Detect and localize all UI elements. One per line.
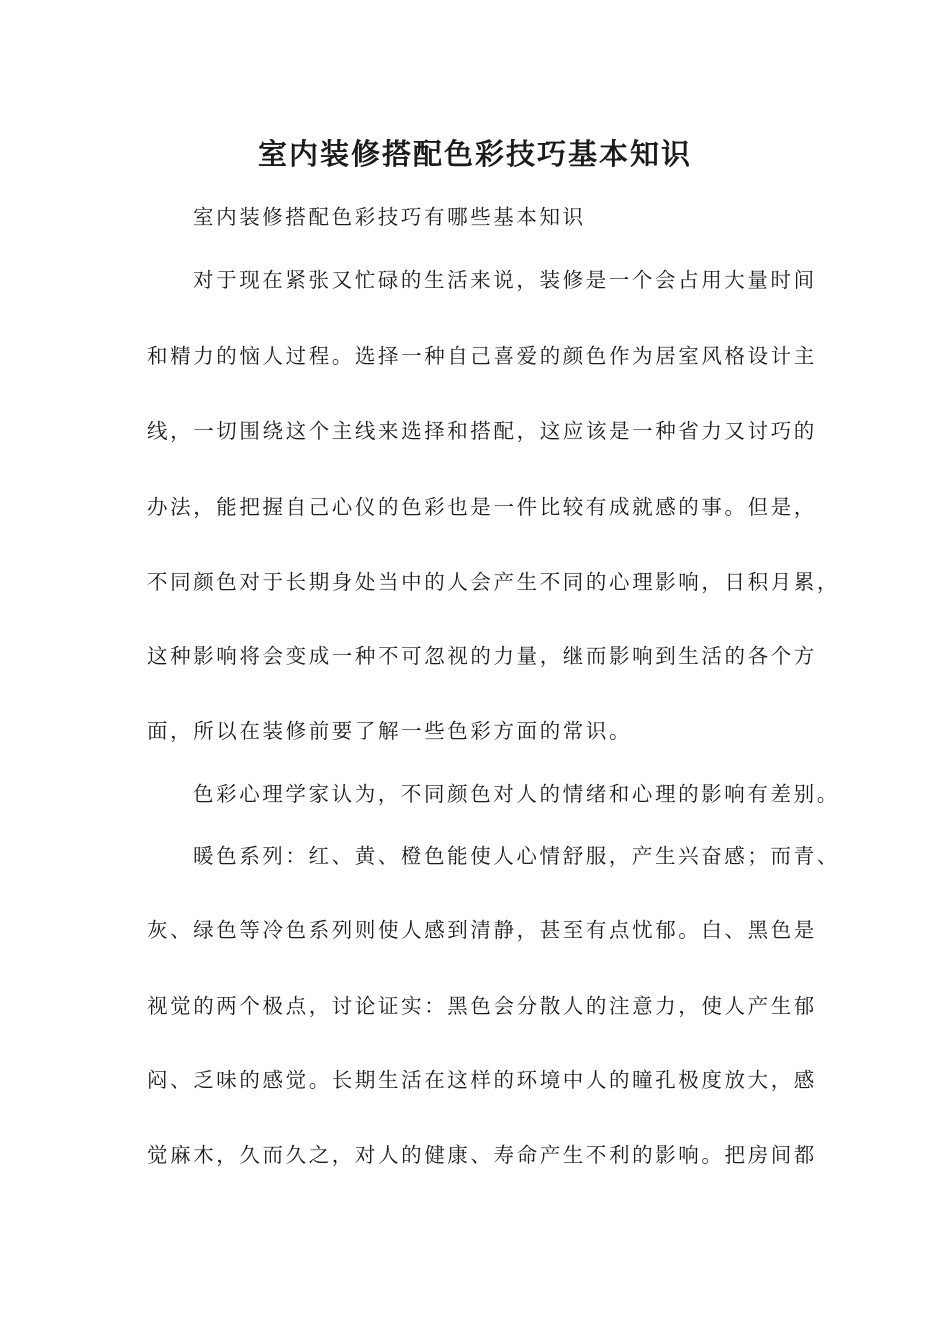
document-title: 室内装修搭配色彩技巧基本知识 bbox=[257, 137, 692, 171]
paragraph-line: 觉麻木，久而久之，对人的健康、寿命产生不利的影响。把房间都 bbox=[147, 1143, 817, 1167]
paragraph-line: 面，所以在装修前要了解一些色彩方面的常识。 bbox=[147, 719, 633, 743]
paragraph-line: 色彩心理学家认为，不同颜色对人的情绪和心理的影响有差别。 bbox=[193, 782, 840, 806]
paragraph-line: 灰、绿色等冷色系列则使人感到清静，甚至有点忧郁。白、黑色是 bbox=[147, 918, 817, 942]
paragraph-line: 和精力的恼人过程。选择一种自己喜爱的颜色作为居室风格设计主 bbox=[147, 344, 817, 368]
paragraph-line: 这种影响将会变成一种不可忽视的力量，继而影响到生活的各个方 bbox=[147, 644, 817, 668]
paragraph-line: 对于现在紧张又忙碌的生活来说，装修是一个会占用大量时间 bbox=[193, 268, 817, 292]
subtitle-line: 室内装修搭配色彩技巧有哪些基本知识 bbox=[193, 205, 586, 229]
paragraph-line: 办法，能把握自己心仪的色彩也是一件比较有成就感的事。但是， bbox=[147, 495, 817, 519]
paragraph-line: 不同颜色对于长期身处当中的人会产生不同的心理影响，日积月累， bbox=[147, 570, 840, 594]
paragraph-line: 线，一切围绕这个主线来选择和搭配，这应该是一种省力又讨巧的 bbox=[147, 419, 817, 443]
paragraph-line: 视觉的两个极点，讨论证实：黑色会分散人的注意力，使人产生郁 bbox=[147, 994, 817, 1018]
paragraph-line: 闷、乏味的感觉。长期生活在这样的环境中人的瞳孔极度放大，感 bbox=[147, 1068, 817, 1092]
paragraph-line: 暖色系列：红、黄、橙色能使人心情舒服，产生兴奋感；而青、 bbox=[193, 844, 840, 868]
